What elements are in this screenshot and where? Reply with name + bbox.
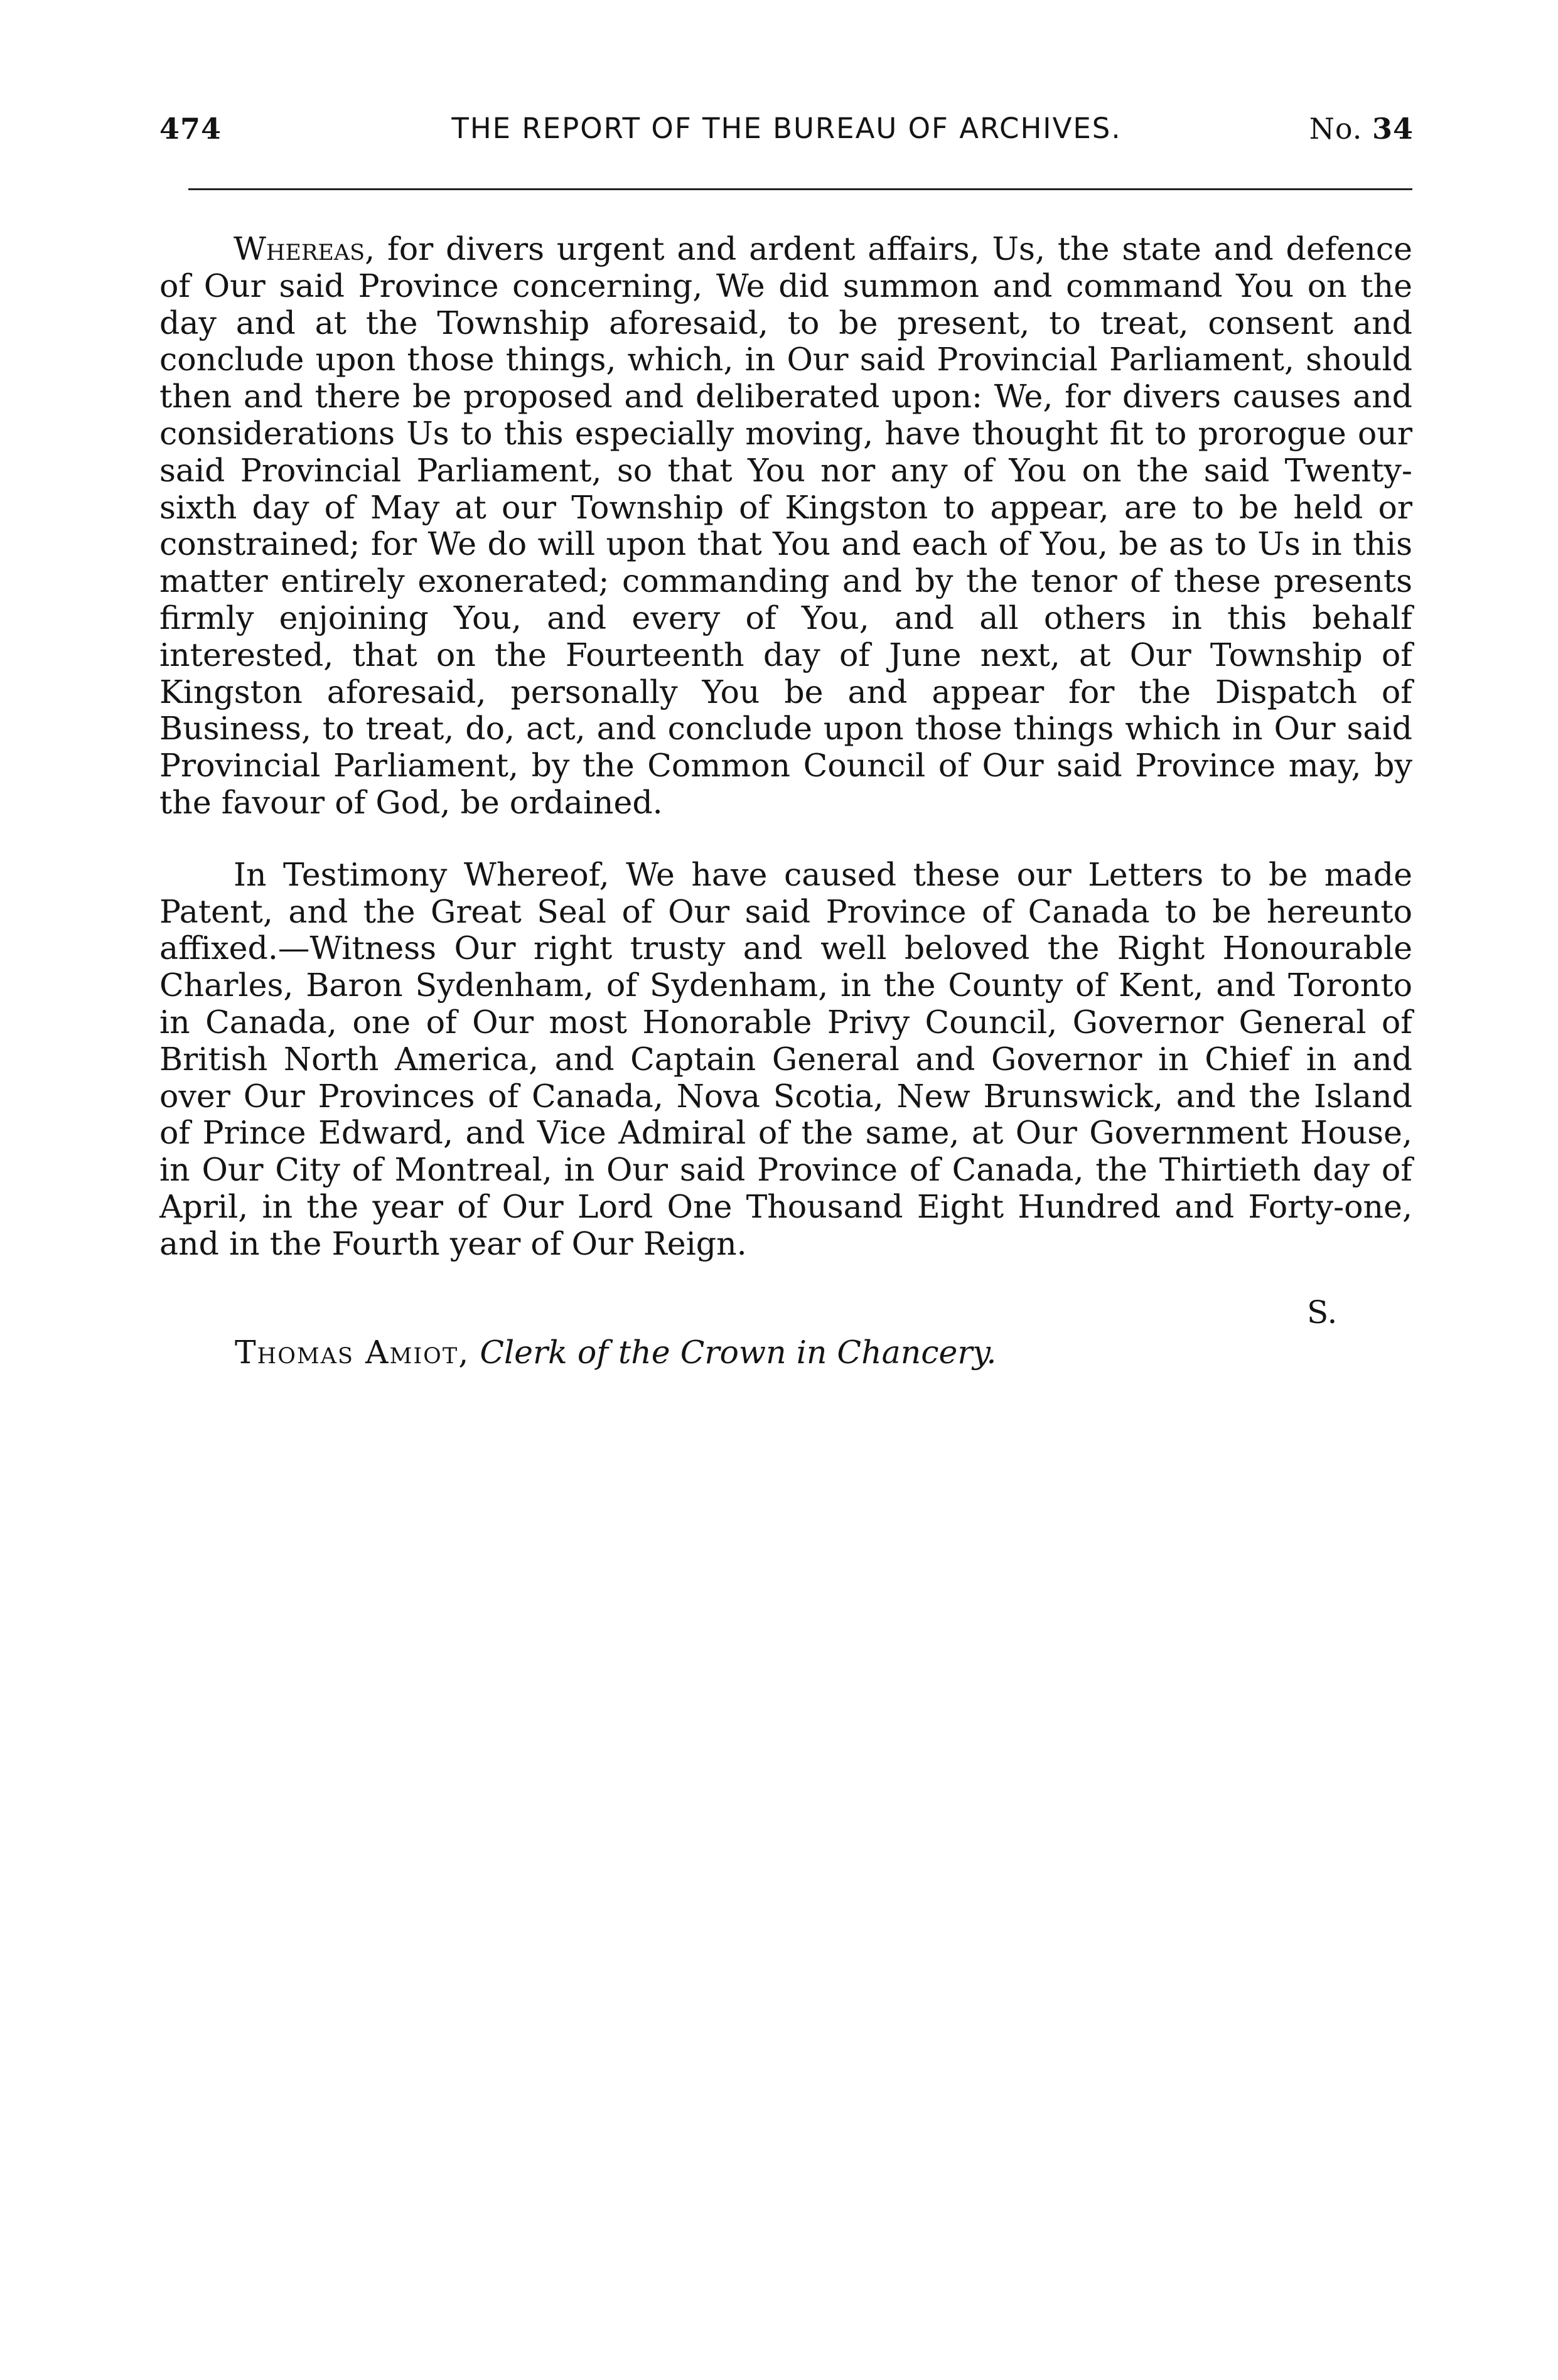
signatory-name: Thomas Amiot,	[235, 1334, 470, 1371]
running-title: THE REPORT OF THE BUREAU OF ARCHIVES.	[451, 112, 1122, 145]
signature-line	[235, 1334, 996, 1371]
signatory-title: Clerk of the Crown in Chancery.	[480, 1334, 997, 1371]
issue-label: No.	[1309, 112, 1363, 146]
document-body	[159, 231, 1412, 1263]
issue-number	[1309, 112, 1414, 146]
page-header	[159, 112, 1414, 156]
whereas-text: for divers urgent and ardent affairs, Us, the state and defence of Our said Province concerning, We did summon and command You on the day and at the Township aforesaid, to be present, to treat, consent and conclude upon those things, which, in Our said Provincial Parliament, should then and there be proposed and deliberated upon: We, for divers causes and considerations Us to this especially moving, have thought fit to prorogue our said Provincial Parliament, so that You nor any of You on the said Twenty-sixth day of May at our Township of Kingston to appear, are to be held or constrained; for We do will upon that You and each of You, be as to Us in this matter entirely exonerated; commanding and by the tenor of these presents firmly enjoining You, and every of You, and all others in this behalf interested, that on the Fourteenth day of June next, at Our Township of Kingston aforesaid, personally You be and appear for the Dispatch of Business, to treat, do, act, and conclude upon those things which in Our said Provincial Parliament, by the Common Council of Our said Province may, by the favour of God, be ordained.	[159, 230, 1412, 821]
paragraph-testimony: In Testimony Whereof, We have caused these our Letters to be made Patent, and the Great Seal of Our said Province of Canada to be hereunto affixed.—Witness Our right trusty and well beloved the Right Honourable Charles, Baron Sydenham, of Sydenham, in the County of Kent, and Toronto in Canada, one of Our most Honorable Privy Council, Governor General of British North America, and Captain General and Governor in Chief in and over Our Provinces of Canada, Nova Scotia, New Brunswick, and the Island of Prince Edward, and Vice Admiral of the same, at Our Government House, in Our City of Montreal, in Our said Province of Canada, the Thirtieth day of April, in the year of Our Lord One Thousand Eight Hundred and Forty-one, and in the Fourth year of Our Reign.	[159, 855, 1412, 1262]
paragraph-whereas	[159, 231, 1412, 822]
header-rule	[188, 188, 1412, 190]
page-number: 474	[159, 112, 222, 146]
seal-initial: S.	[1307, 1294, 1338, 1331]
whereas-lead: Whereas,	[234, 230, 375, 267]
issue-value: 34	[1372, 112, 1414, 146]
